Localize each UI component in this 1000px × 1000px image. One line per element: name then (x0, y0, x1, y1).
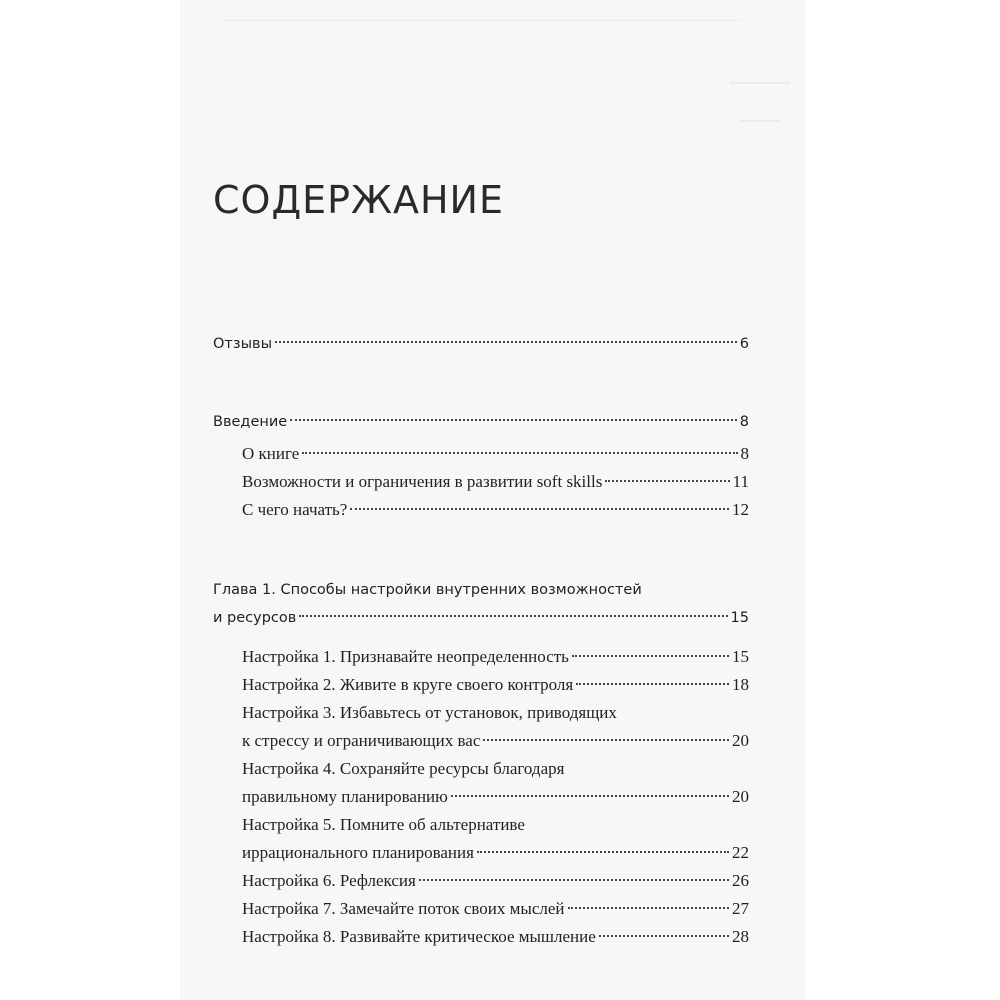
toc-page-number: 8 (740, 444, 749, 463)
toc-subentry (213, 867, 749, 895)
toc-subentry (213, 468, 749, 496)
toc-entry (213, 408, 749, 436)
toc-subentry (213, 923, 749, 951)
toc-subentry (213, 839, 749, 867)
toc-page-number: 6 (739, 336, 749, 352)
toc-subentry (213, 440, 749, 468)
toc-page-number: 15 (730, 610, 749, 626)
toc-subentry (213, 643, 749, 671)
toc-page-number: 12 (732, 500, 749, 519)
toc-page-number: 20 (732, 731, 749, 750)
toc-entry-label: С чего начать? (242, 500, 348, 519)
toc-entry-label: О книге (242, 444, 300, 463)
dot-leader (275, 341, 737, 343)
toc-entry-label: Настройка 1. Признавайте неопределенность (242, 647, 569, 666)
page-title: СОДЕРЖАНИЕ (213, 178, 504, 222)
toc-page-number: 26 (732, 871, 749, 890)
toc-subentry (213, 671, 749, 699)
toc-page-number: 27 (732, 899, 749, 918)
toc-section-intro (213, 408, 749, 524)
dot-leader (350, 508, 729, 510)
toc-entry-label: Настройка 7. Замечайте поток своих мыслей (242, 899, 565, 918)
toc-entry (213, 330, 749, 358)
toc-subentry (213, 783, 749, 811)
dot-leader (572, 655, 729, 657)
dot-leader (483, 739, 729, 741)
toc-page-number: 22 (732, 843, 749, 862)
toc-entry-label: Отзывы (213, 336, 273, 352)
toc-entry-label: правильному планированию (242, 787, 448, 806)
dot-leader (576, 683, 729, 685)
toc-entry-label: Настройка 8. Развивайте критическое мышление (242, 927, 596, 946)
toc-subentry (213, 895, 749, 923)
dot-leader (605, 480, 729, 482)
dot-leader (477, 851, 729, 853)
toc-page-number: 8 (739, 414, 749, 430)
dot-leader (568, 907, 729, 909)
dot-leader (451, 795, 729, 797)
toc-entry-label-line: Настройка 5. Помните об альтернативе (242, 815, 525, 834)
toc-section-chapter-1 (213, 576, 749, 951)
toc-entry-label: иррационального планирования (242, 843, 474, 862)
dot-leader (419, 879, 729, 881)
dot-leader (290, 419, 737, 421)
toc-entry-label: и ресурсов (213, 610, 297, 626)
toc-page-number: 11 (732, 472, 749, 491)
toc-entry (213, 604, 749, 632)
toc-entry-label: Настройка 6. Рефлексия (242, 871, 416, 890)
toc-entry-label-line: Настройка 4. Сохраняйте ресурсы благодаря (242, 759, 565, 778)
toc-entry-label: к стрессу и ограничивающих вас (242, 731, 481, 750)
toc-page-number: 15 (732, 647, 749, 666)
toc-entry-label-line: Настройка 3. Избавьтесь от установок, приводящих (242, 703, 617, 722)
dot-leader (302, 452, 737, 454)
toc-entry-label: Настройка 2. Живите в круге своего контроля (242, 675, 574, 694)
toc-entry-label-line: Глава 1. Способы настройки внутренних возможностей (213, 582, 642, 598)
bleed-through-text (730, 70, 790, 84)
toc-section-reviews (213, 330, 749, 358)
toc-entry-label: Возможности и ограничения в развитии soft skills (242, 472, 603, 491)
toc-subentry (213, 727, 749, 755)
dot-leader (299, 615, 727, 617)
toc-page-number: 20 (732, 787, 749, 806)
toc-page-number: 18 (732, 675, 749, 694)
bleed-through-text (222, 10, 742, 21)
toc-subentry (213, 496, 749, 524)
toc-entry-label: Введение (213, 414, 288, 430)
toc-page-number: 28 (732, 927, 749, 946)
bleed-through-text (740, 108, 780, 122)
dot-leader (599, 935, 729, 937)
